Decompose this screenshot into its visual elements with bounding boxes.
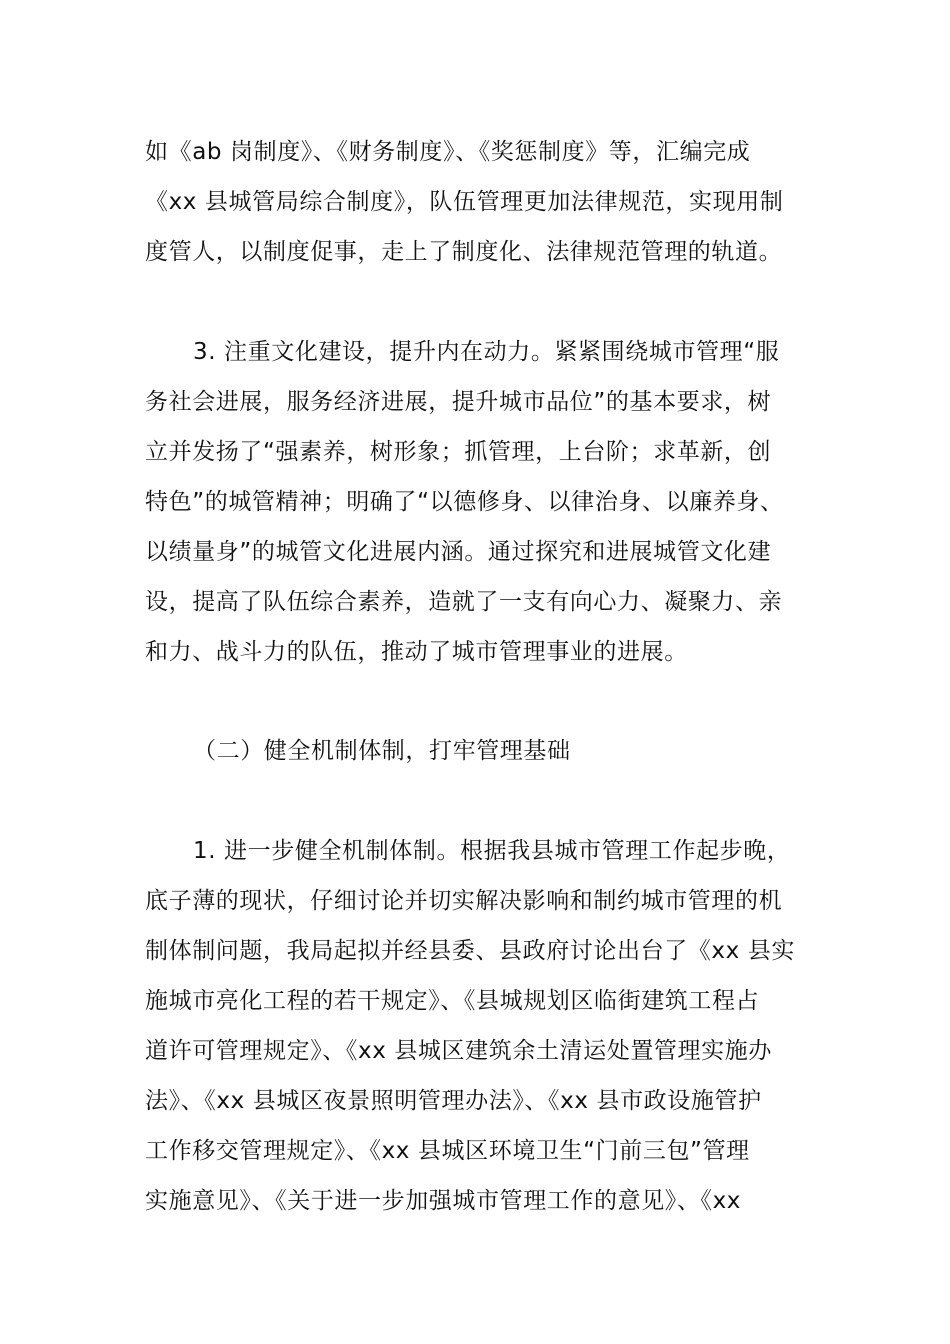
- paragraph-line: 务社会进展，服务经济进展，提升城市品位”的基本要求，树: [145, 389, 772, 415]
- section-heading: （二）健全机制体制，打牢管理基础: [193, 738, 571, 764]
- paragraph-line: 以绩量身”的城管文化进展内涵。通过探究和进展城管文化建: [145, 539, 772, 565]
- paragraph-line: 度管人，以制度促事，走上了制度化、法律规范管理的轨道。: [145, 239, 783, 265]
- paragraph-line: 如《ab 岗制度》、《财务制度》、《奖惩制度》等，汇编完成: [145, 139, 751, 165]
- paragraph-line: 3. 注重文化建设，提升内在动力。紧紧围绕城市管理“服: [193, 339, 780, 365]
- paragraph-line: 特色”的城管精神；明确了“以德修身、以律治身、以廉养身、: [145, 489, 784, 515]
- paragraph-line: 实施意见》、《关于进一步加强城市管理工作的意见》、《xx: [145, 1188, 742, 1214]
- paragraph-line: 《xx 县城管局综合制度》，队伍管理更加法律规范，实现用制: [145, 189, 784, 215]
- paragraph-line: 立并发扬了“强素养，树形象；抓管理，上台阶；求革新，创: [145, 439, 772, 465]
- paragraph-line: 制体制问题，我局起拟并经县委、县政府讨论出台了《xx 县实: [145, 938, 795, 964]
- paragraph-line: 和力、战斗力的队伍，推动了城市管理事业的进展。: [145, 639, 688, 665]
- paragraph-line: 1. 进一步健全机制体制。根据我县城市管理工作起步晚，: [193, 838, 791, 864]
- paragraph-line: 施城市亮化工程的若干规定》、《县城规划区临街建筑工程占: [145, 988, 760, 1014]
- paragraph-line: 工作移交管理规定》、《xx 县城区环境卫生“门前三包”管理: [145, 1138, 750, 1164]
- paragraph-line: 道许可管理规定》、《xx 县城区建筑余土清运处置管理实施办: [145, 1038, 772, 1064]
- paragraph-line: 底子薄的现状，仔细讨论并切实解决影响和制约城市管理的机: [145, 888, 783, 914]
- paragraph-line: 设，提高了队伍综合素养，造就了一支有向心力、凝聚力、亲: [145, 589, 783, 615]
- paragraph-line: 法》、《xx 县城区夜景照明管理办法》、《xx 县市政设施管护: [145, 1088, 762, 1114]
